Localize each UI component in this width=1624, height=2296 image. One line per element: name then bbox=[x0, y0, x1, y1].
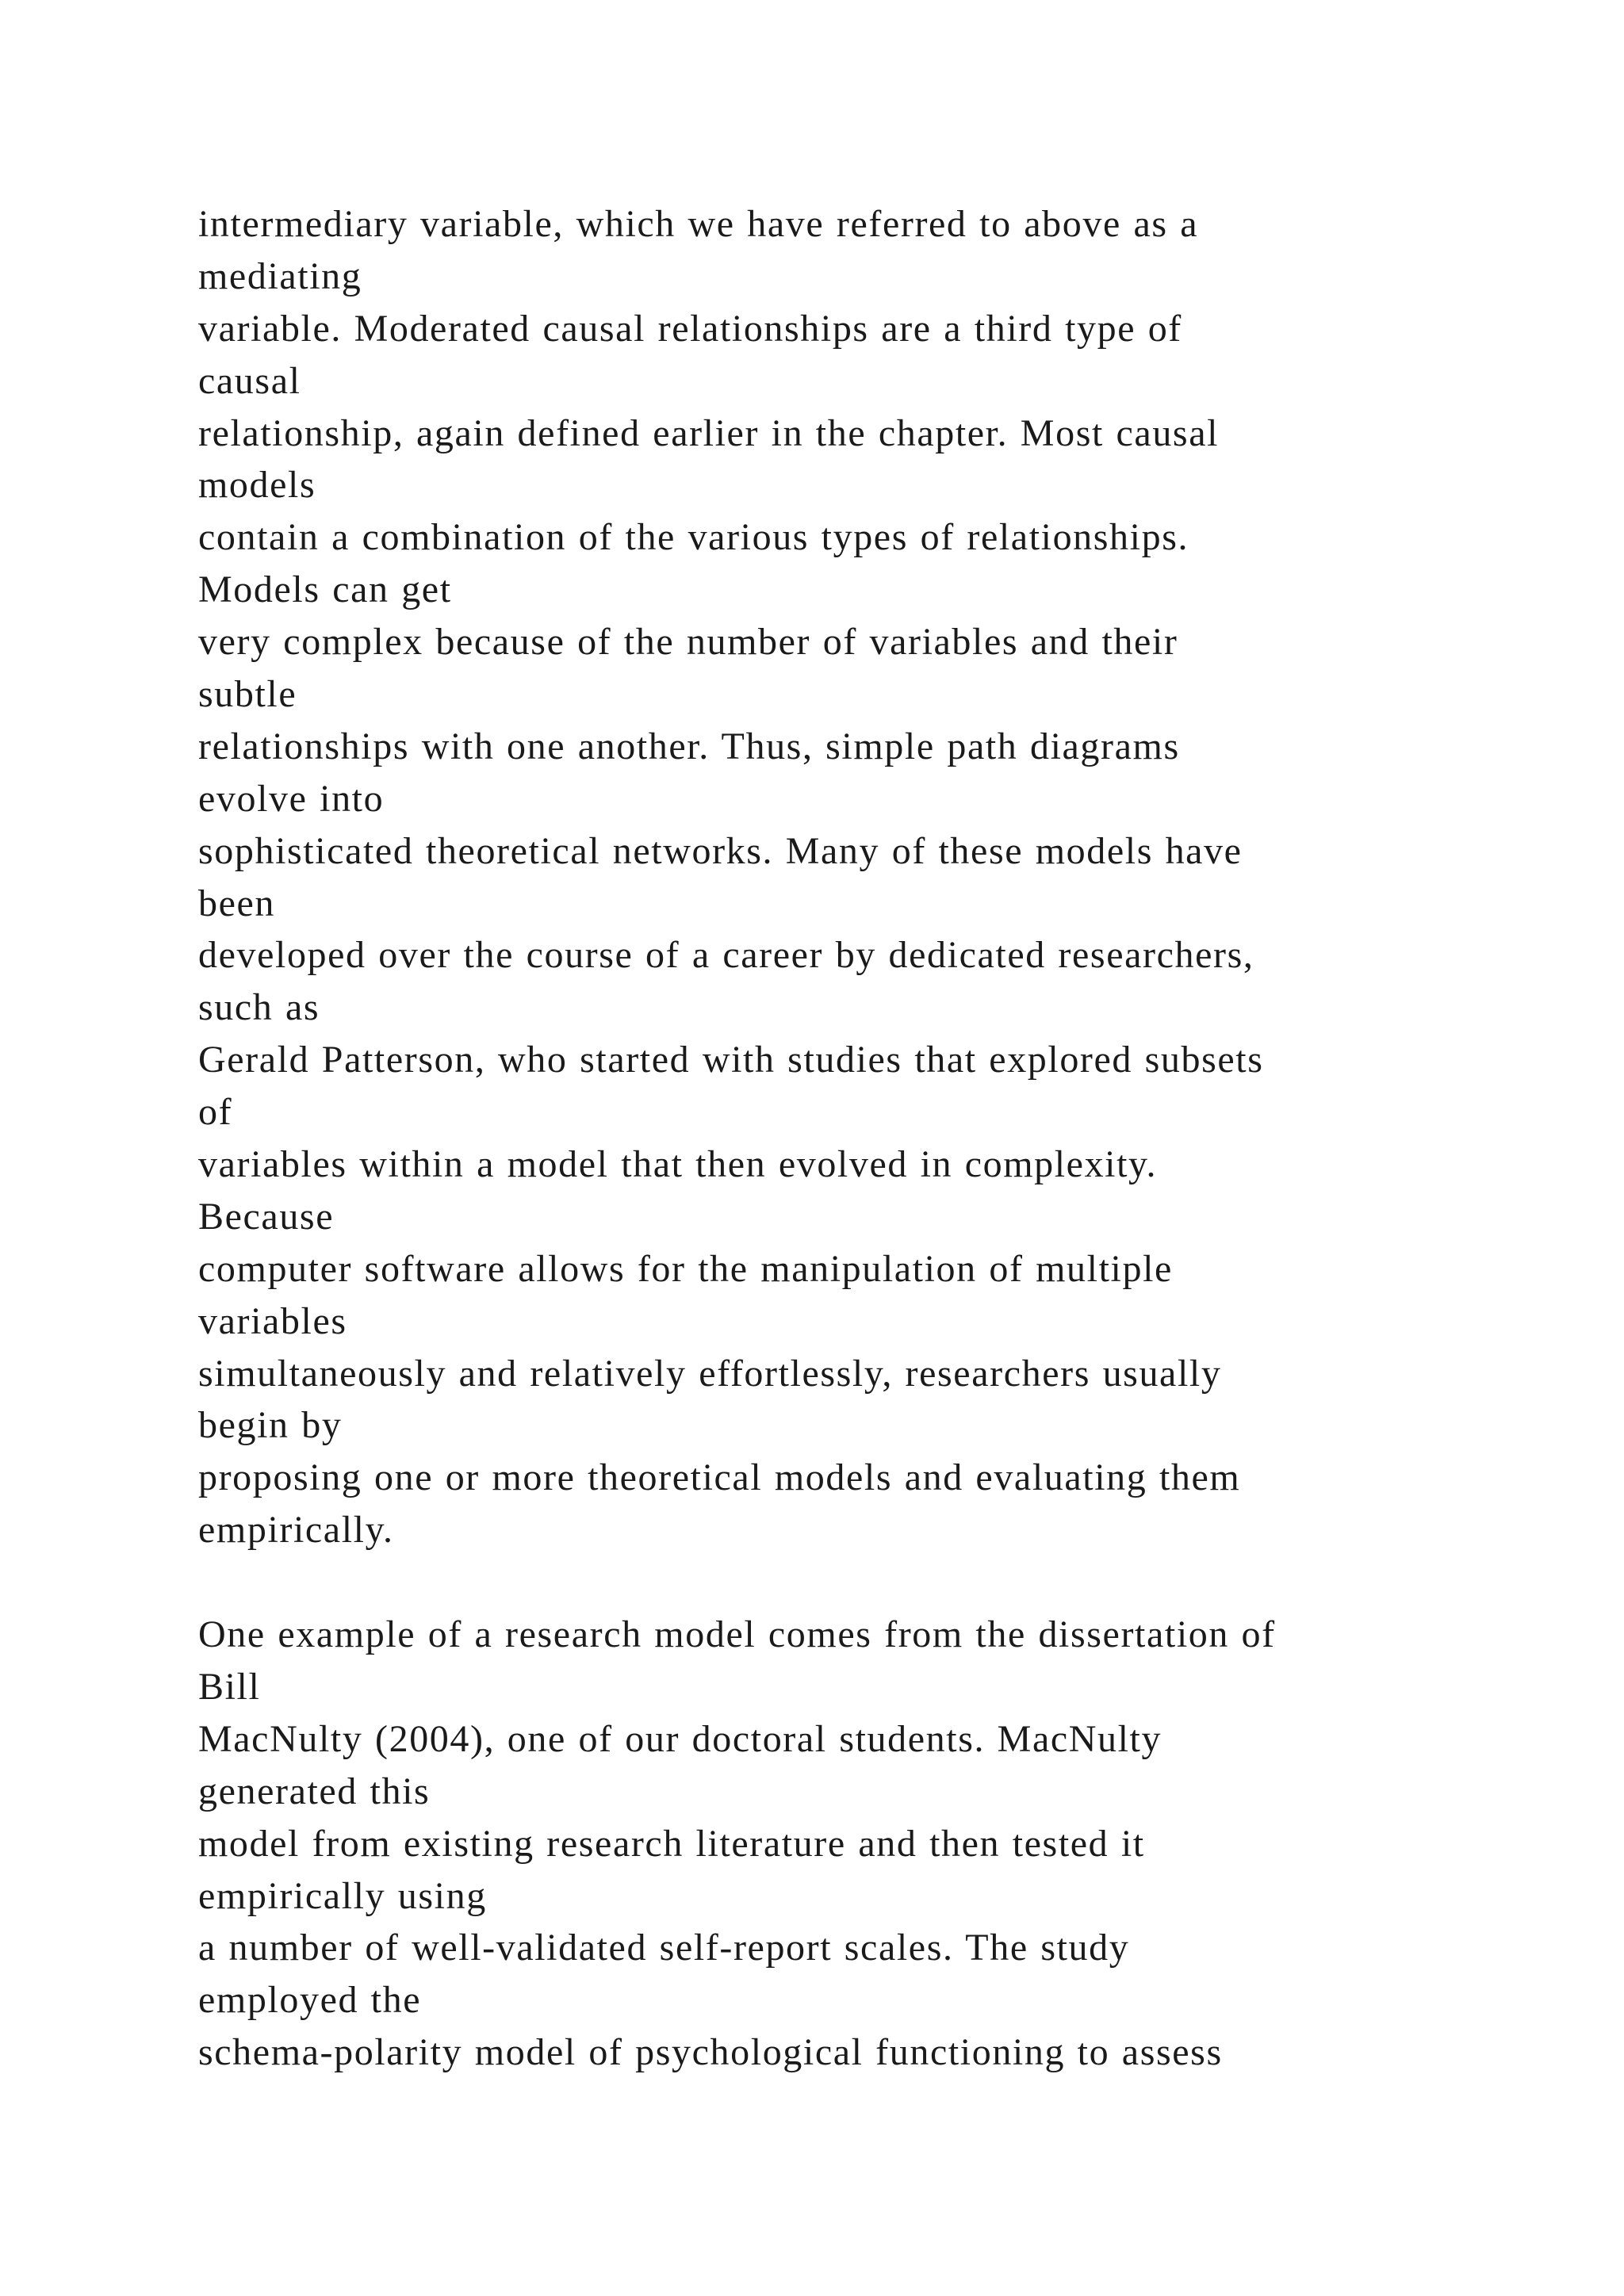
text-line: intermediary variable, which we have referred to above as a bbox=[198, 203, 1199, 245]
paragraph bbox=[198, 198, 1546, 1556]
text-line: Models can get bbox=[198, 568, 452, 611]
text-line: MacNulty (2004), one of our doctoral students. MacNulty bbox=[198, 1717, 1162, 1760]
text-line: computer software allows for the manipulation of multiple bbox=[198, 1247, 1173, 1290]
text-line: subtle bbox=[198, 673, 297, 716]
text-line: employed the bbox=[198, 1979, 422, 2022]
text-line: sophisticated theoretical networks. Many of these models have bbox=[198, 829, 1243, 872]
text-line: very complex because of the number of variables and their bbox=[198, 621, 1178, 664]
text-line: a number of well-validated self-report scales. The study bbox=[198, 1927, 1130, 1969]
text-line: begin by bbox=[198, 1404, 343, 1447]
text-line: empirically. bbox=[198, 1509, 394, 1552]
text-line: schema-polarity model of psychological functioning to assess bbox=[198, 2031, 1223, 2074]
text-line: simultaneously and relatively effortlessly, researchers usually bbox=[198, 1352, 1222, 1395]
text-line: proposing one or more theoretical models and evaluating them bbox=[198, 1456, 1241, 1499]
text-line: developed over the course of a career by dedicated researchers, bbox=[198, 934, 1254, 977]
paragraph bbox=[198, 1609, 1546, 2079]
body-text bbox=[198, 198, 1546, 2079]
text-line: causal bbox=[198, 359, 301, 402]
paragraph-gap bbox=[198, 1556, 1546, 1609]
text-line: mediating bbox=[198, 254, 362, 297]
text-line: Gerald Patterson, who started with studies that explored subsets bbox=[198, 1039, 1264, 1081]
text-line: relationship, again defined earlier in the chapter. Most causal bbox=[198, 411, 1220, 454]
text-line: contain a combination of the various types of relationships. bbox=[198, 516, 1189, 559]
text-line: model from existing research literature and then tested it bbox=[198, 1822, 1145, 1865]
text-line: variables bbox=[198, 1299, 347, 1342]
text-line: evolve into bbox=[198, 777, 385, 820]
text-line: relationships with one another. Thus, simple path diagrams bbox=[198, 725, 1180, 767]
text-line: generated this bbox=[198, 1770, 431, 1812]
text-line: been bbox=[198, 882, 276, 924]
text-line: Because bbox=[198, 1195, 335, 1238]
text-line: models bbox=[198, 464, 316, 507]
text-line: empirically using bbox=[198, 1874, 487, 1917]
text-line: Bill bbox=[198, 1665, 261, 1708]
text-line: One example of a research model comes from the dissertation of bbox=[198, 1613, 1276, 1656]
text-line: variables within a model that then evolved in complexity. bbox=[198, 1143, 1158, 1186]
text-line: such as bbox=[198, 986, 320, 1029]
text-line: of bbox=[198, 1091, 233, 1134]
text-line: variable. Moderated causal relationships are a third type of bbox=[198, 307, 1182, 350]
